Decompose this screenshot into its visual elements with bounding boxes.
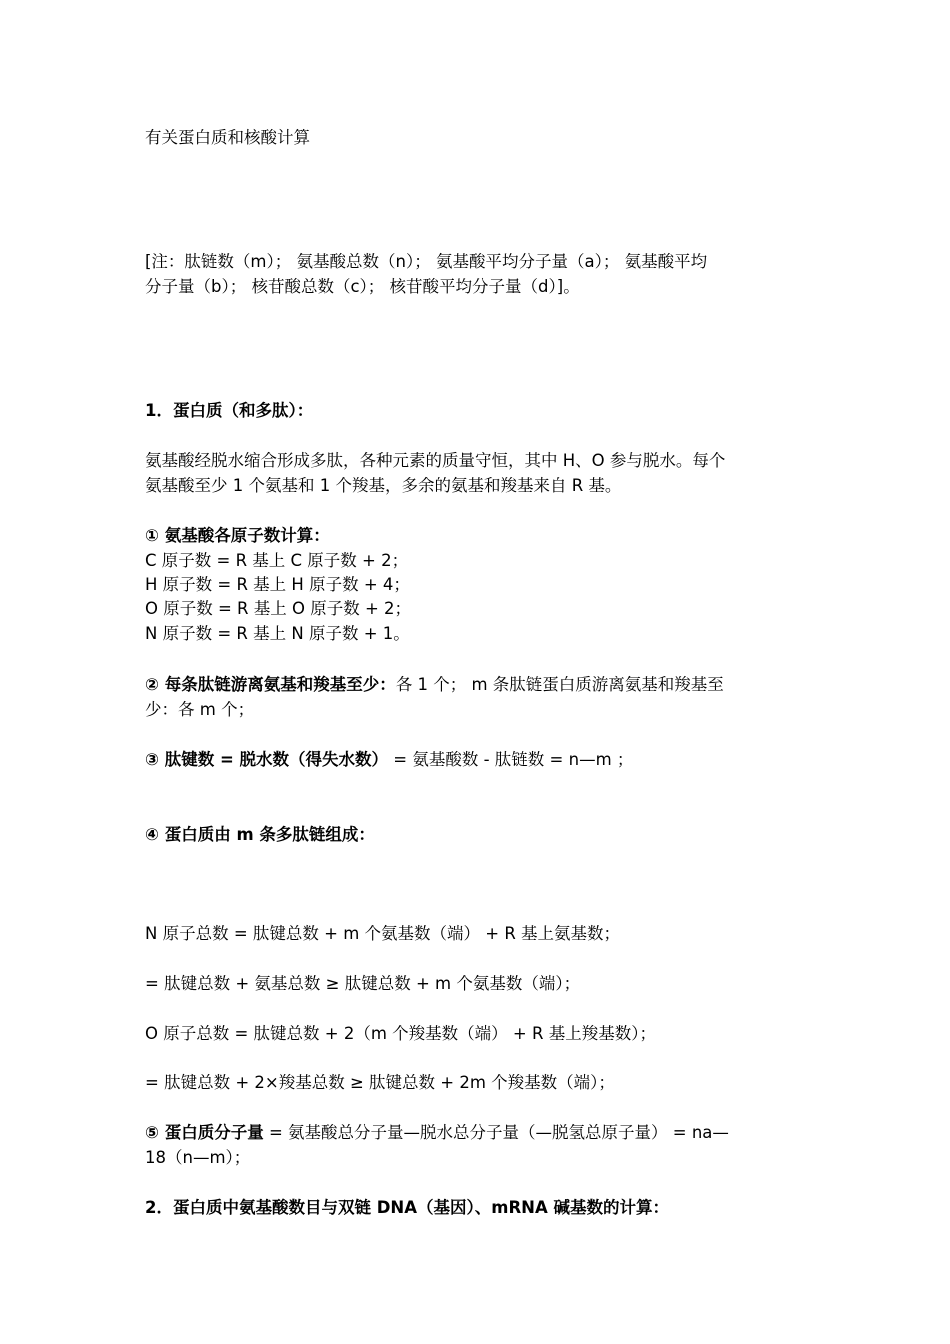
item5-bold: ⑤ 蛋白质分子量 [145,1123,264,1142]
item5-line-1 [145,1121,729,1145]
item4-heading: ④ 蛋白质由 m 条多肽链组成： [145,825,375,844]
item4-line-n-ineq: = 肽键总数 + 氨基总数 ≥ 肽键总数 + m 个氨基数（端）； [145,974,581,993]
item4-line-o-total: O 原子总数 = 肽键总数 + 2（m 个羧基数（端） + R 基上羧基数）； [145,1024,656,1043]
item2-bold: ② 每条肽链游离氨基和羧基至少： [145,675,396,694]
note-line-2: 分子量（b）； 核苷酸总数（c）； 核苷酸平均分子量（d）]。 [145,277,580,296]
item5-line-2: 18（n—m）； [145,1148,251,1167]
item1-heading: ① 氨基酸各原子数计算： [145,526,330,545]
item1-line-n: N 原子数 = R 基上 N 原子数 + 1。 [145,624,410,643]
item3-line [145,748,633,772]
item2-line-2: 少：各 m 个； [145,700,255,719]
item1-line-o: O 原子数 = R 基上 O 原子数 + 2； [145,599,412,618]
item2-rest: 各 1 个； m 条肽链蛋白质游离氨基和羧基至 [395,675,724,694]
item4-line-n-total: N 原子总数 = 肽键总数 + m 个氨基数（端） + R 基上氨基数； [145,924,621,943]
item3-rest: = 氨基酸数 - 肽链数 = n—m ； [393,750,634,769]
note-line-1: [注：肽链数（m）； 氨基酸总数（n）； 氨基酸平均分子量（a）； 氨基酸平均 [145,252,708,271]
section1-intro-line-2: 氨基酸至少 1 个氨基和 1 个羧基，多余的氨基和羧基来自 R 基。 [145,476,622,495]
item4-line-o-ineq: = 肽键总数 + 2×羧基总数 ≥ 肽键总数 + 2m 个羧基数（端）； [145,1073,615,1092]
item1-line-h: H 原子数 = R 基上 H 原子数 + 4； [145,575,410,594]
page-title: 有关蛋白质和核酸计算 [145,128,310,147]
section1-heading: 1．蛋白质（和多肽）： [145,401,314,420]
item3-bold: ③ 肽键数 = 脱水数（得失水数） [145,750,389,769]
item1-line-c: C 原子数 = R 基上 C 原子数 + 2； [145,551,409,570]
section1-intro-line-1: 氨基酸经脱水缩合形成多肽，各种元素的质量守恒，其中 H、O 参与脱水。每个 [145,451,726,470]
item2-line-1 [145,673,724,697]
item5-rest: = 氨基酸总分子量—脱水总分子量（—脱氢总原子量） = na— [268,1123,729,1142]
section2-heading: 2．蛋白质中氨基酸数目与双链 DNA（基因）、mRNA 碱基数的计算： [145,1198,669,1217]
